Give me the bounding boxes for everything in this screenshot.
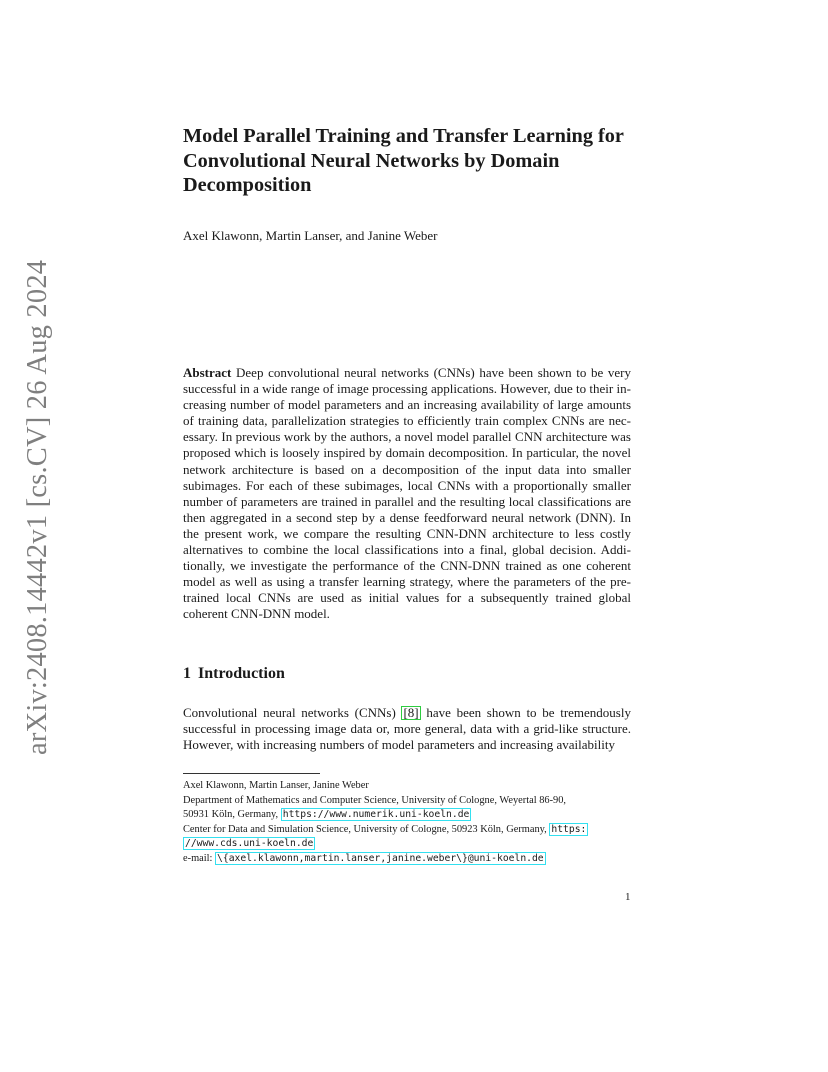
- page-number: 1: [625, 891, 631, 903]
- email-link[interactable]: \{axel.klawonn,martin.lanser,janine.weber\}@uni-koeln.de: [217, 852, 544, 864]
- section-heading-introduction: [183, 664, 285, 684]
- footnote-author-names: Axel Klawonn, Martin Lanser, Janine Weber: [183, 780, 369, 791]
- footnote-address-text: 50931 Köln, Germany,: [183, 809, 281, 821]
- numerik-url-link[interactable]: https://www.numerik.uni-koeln.de: [282, 809, 470, 821]
- footnote-center-url-line: [183, 837, 633, 852]
- abstract-text: Deep convolutional neural networks (CNNs) have been shown to be very successful in a wide range of image processing applications. However, due to their increasing number of model parameters and an increasing availability of large amounts of training data, parallelization strategies to efficiently train complex CNNs are necessary. In previous work by the authors, a novel model parallel CNN architecture was proposed which is loosely inspired by domain decomposition. In particular, the novel network architecture is based on a decomposition of the input data into smaller subimages. For each of these subimages, local CNNs with a proportionally smaller number of parameters are trained in parallel and the resulting local classifications are then aggregated in a second step by a dense feedforward neural network (DNN). In the present work, we compare the resulting CNN-DNN architecture to less costly alternatives to combine the local classifications into a final, global decision. Additionally, we investigate the performance of the CNN-DNN trained as one coherent model as well as using a transfer learning strategy, where the parameters of the pre-trained local CNNs are used as initial values for a subsequently trained global coherent CNN-DNN model.: [183, 365, 631, 622]
- author-list: Axel Klawonn, Martin Lanser, and Janine Weber: [183, 228, 438, 243]
- footnote-divider: [183, 773, 320, 774]
- section-number: 1: [183, 665, 191, 682]
- arxiv-identifier-stamp: arXiv:2408.14442v1 [cs.CV] 26 Aug 2024: [22, 259, 53, 755]
- citation-link[interactable]: [8]: [403, 705, 419, 720]
- affiliation-footnote: [183, 779, 633, 867]
- footnote-center-line: [183, 823, 633, 838]
- footnote-email-line: [183, 852, 633, 867]
- abstract-paragraph: [183, 365, 631, 623]
- footnote-department-address: [183, 808, 633, 823]
- paper-title: Model Parallel Training and Transfer Learning for Convolutional Neural Networks by Domain Decomposition: [183, 125, 624, 196]
- introduction-paragraph: [183, 705, 631, 753]
- intro-text-start: Convolutional neural networks (CNNs): [183, 705, 402, 720]
- footnote-center-text: Center for Data and Simulation Science, University of Cologne, 50923 Köln, Germany,: [183, 823, 550, 835]
- cds-url-link-part2[interactable]: //www.cds.uni-koeln.de: [185, 838, 314, 850]
- abstract-label: Abstract: [183, 365, 232, 380]
- footnote-department-line: Department of Mathematics and Computer Science, University of Cologne, Weyertal 86-90,: [183, 794, 567, 806]
- section-title: Introduction: [198, 665, 285, 682]
- cds-url-link-part1[interactable]: https:: [551, 823, 587, 835]
- intro-text-rest: have been shown to be tremendously successful in processing image data or, more general, data with a grid-like structure. However, with increasing numbers of model parameters and increasing availability: [183, 705, 631, 753]
- email-label: e-mail:: [183, 852, 216, 864]
